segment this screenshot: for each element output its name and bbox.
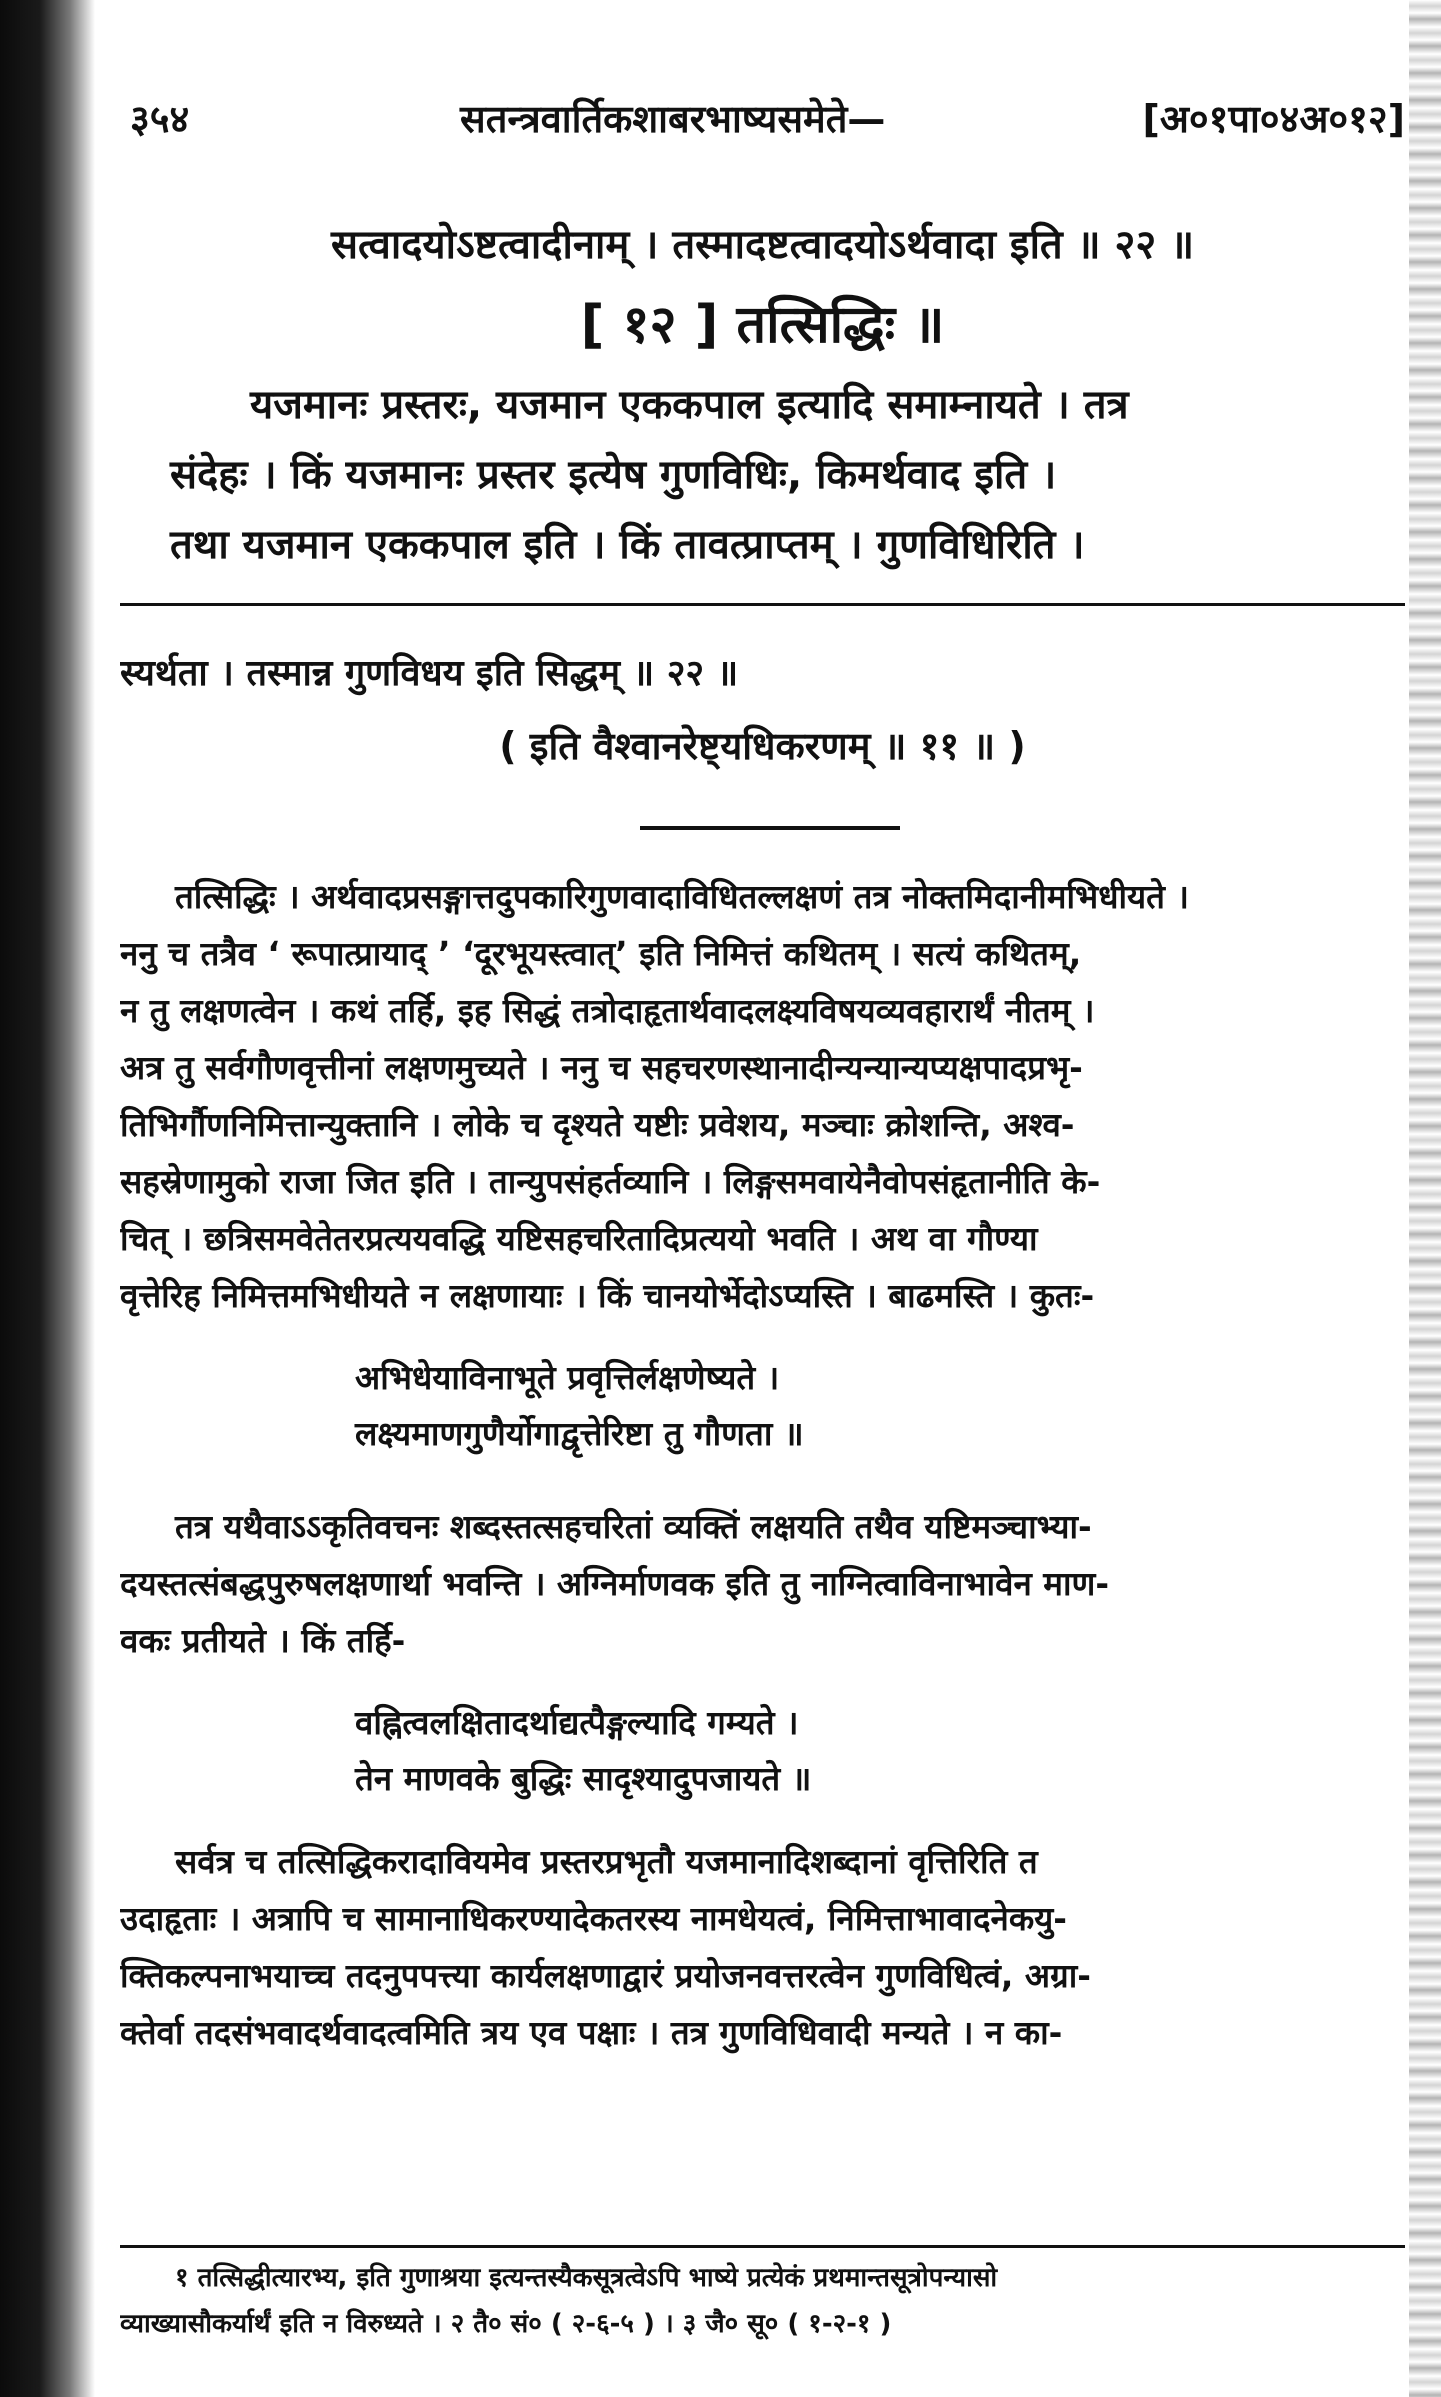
commentary-line: सर्वत्र च तत्सिद्धिकरादावियमेव प्रस्तरप्रभृतौ यजमानादिशब्दानां वृत्तिरिति त bbox=[175, 1842, 1038, 1881]
commentary-line: उदाहृताः । अत्रापि च सामानाधिकरण्यादेकतरस्य नामधेयत्वं, निमित्ताभावादनेकयु- bbox=[120, 1899, 1067, 1938]
bhashya-ending bbox=[120, 640, 1405, 784]
section-reference: [अ०१पा०४अ०१२] bbox=[1142, 97, 1405, 141]
commentary-line: तत्सिद्धिः । अर्थवादप्रसङ्गात्तदुपकारिगुणवादाविधितल्लक्षणं तत्र नोक्तमिदानीमभिधीयते । bbox=[175, 877, 1189, 916]
commentary-body bbox=[120, 868, 1405, 2061]
scan-right-edge bbox=[1409, 0, 1441, 2397]
verse-line: लक्ष्यमाणगुणैर्योगाद्वृत्तेरिष्टा तु गौणता ॥ bbox=[355, 1414, 804, 1453]
commentary-line: चित् । छत्रिसमवेतेतरप्रत्ययवद्धि यष्टिसहचरितादिप्रत्ययो भवति । अथ वा गौण्या bbox=[120, 1219, 1038, 1258]
commentary-line: दयस्तत्संबद्धपुरुषलक्षणार्था भवन्ति । अग्निर्माणवक इति तु नाग्नित्वाविनाभावेन माण- bbox=[120, 1564, 1110, 1603]
running-title: सतन्त्रवार्तिकशाबरभाष्यसमेते— bbox=[460, 97, 886, 141]
commentary-line: तिभिर्गौणनिमित्तान्युक्तानि । लोके च दृश्यते यष्टीः प्रवेशय, मञ्चाः क्रोशन्ति, अश्व- bbox=[120, 1105, 1075, 1144]
verse-line: अभिधेयाविनाभूते प्रवृत्तिर्लक्षणेष्यते । bbox=[355, 1358, 780, 1397]
footnote-line: १ तत्सिद्धीत्यारभ्य, इति गुणाश्रया इत्यन्तस्यैकसूत्रत्वेऽपि भाष्ये प्रत्येकं प्रथमान्तसूत्रोपन्यासो bbox=[175, 2263, 998, 2293]
commentary-line: क्तेर्वा तदसंभवादर्थवादत्वमिति त्रय एव पक्षाः । तत्र गुणविधिवादी मन्यते । न का- bbox=[120, 2013, 1063, 2052]
running-header bbox=[130, 92, 1405, 152]
verse-line: वह्नित्वलक्षितादर्थाद्यत्पैङ्गल्यादि गम्यते । bbox=[355, 1703, 799, 1742]
footnote-rule bbox=[120, 2245, 1405, 2248]
footnote-line: व्याख्यासौकर्यार्थं इति न विरुध्यते । २ तै० सं० ( २-६-५ ) । ३ जै० सू० ( १-२-१ ) bbox=[120, 2309, 892, 2339]
page-number: ३५४ bbox=[130, 97, 190, 141]
commentary-line: अत्र तु सर्वगौणवृत्तीनां लक्षणमुच्यते । ननु च सहचरणस्थानादीन्यन्यान्यप्यक्षपादप्रभृ- bbox=[120, 1048, 1083, 1087]
ornamental-rule bbox=[640, 826, 900, 830]
bhashya-line: स्यर्थता । तस्मान्न गुणविधय इति सिद्धम् ॥ २२ ॥ bbox=[120, 653, 739, 694]
section-title: [ १२ ] तत्सिद्धिः ॥ bbox=[580, 295, 945, 355]
commentary-line: वकः प्रतीयते । किं तर्हि- bbox=[120, 1621, 406, 1660]
commentary-line: तत्र यथैवाऽऽकृतिवचनः शब्दस्तत्सहचरितां व्यक्तिं लक्षयति तथैव यष्टिमञ्चाभ्या- bbox=[175, 1507, 1092, 1546]
sutra-line: सत्वादयोऽष्टत्वादीनाम् । तस्मादष्टत्वादयोऽर्थवादा इति ॥ २२ ॥ bbox=[330, 222, 1195, 268]
divider-rule bbox=[120, 603, 1405, 606]
page bbox=[120, 0, 1405, 2397]
sutra-text-line: तथा यजमान एककपाल इति । किं तावत्प्राप्तम् । गुणविधिरिति । bbox=[170, 522, 1085, 568]
sutra-text-line: संदेहः । किं यजमानः प्रस्तर इत्येष गुणविधिः, किमर्थवाद इति । bbox=[170, 452, 1057, 498]
commentary-line: ननु च तत्रैव ‘ रूपात्प्रायाद् ’ ‘दूरभूयस्त्वात्’ इति निमित्तं कथितम् । सत्यं कथितम्, bbox=[120, 934, 1082, 973]
commentary-line: सहस्रेणामुको राजा जित इति । तान्युपसंहर्तव्यानि । लिङ्गसमवायेनैवोपसंहृतानीति के- bbox=[120, 1162, 1101, 1201]
footnotes bbox=[120, 2255, 1405, 2347]
verse-line: तेन माणवके बुद्धिः सादृश्यादुपजायते ॥ bbox=[355, 1759, 812, 1798]
adhikarana-colophon: ( इति वैश्वानरेष्ट्यधिकरणम् ॥ ११ ॥ ) bbox=[499, 724, 1026, 768]
sutra-text-line: यजमानः प्रस्तरः, यजमान एककपाल इत्यादि समाम्नायते । तत्र bbox=[250, 382, 1129, 428]
scan-left-edge bbox=[0, 0, 95, 2397]
commentary-line: क्तिकल्पनाभयाच्च तदनुपपत्त्या कार्यलक्षणाद्वारं प्रयोजनवत्तरत्वेन गुणविधित्वं, अग्रा- bbox=[120, 1956, 1091, 1995]
sutra-block bbox=[120, 210, 1405, 580]
commentary-line: न तु लक्षणत्वेन । कथं तर्हि, इह सिद्धं तत्रोदाहृतार्थवादलक्ष्यविषयव्यवहारार्थं नीतम् । bbox=[120, 991, 1095, 1030]
commentary-line: वृत्तेरिह निमित्तमभिधीयते न लक्षणायाः । किं चानयोर्भेदोऽप्यस्ति । बाढमस्ति । कुतः- bbox=[120, 1276, 1095, 1315]
